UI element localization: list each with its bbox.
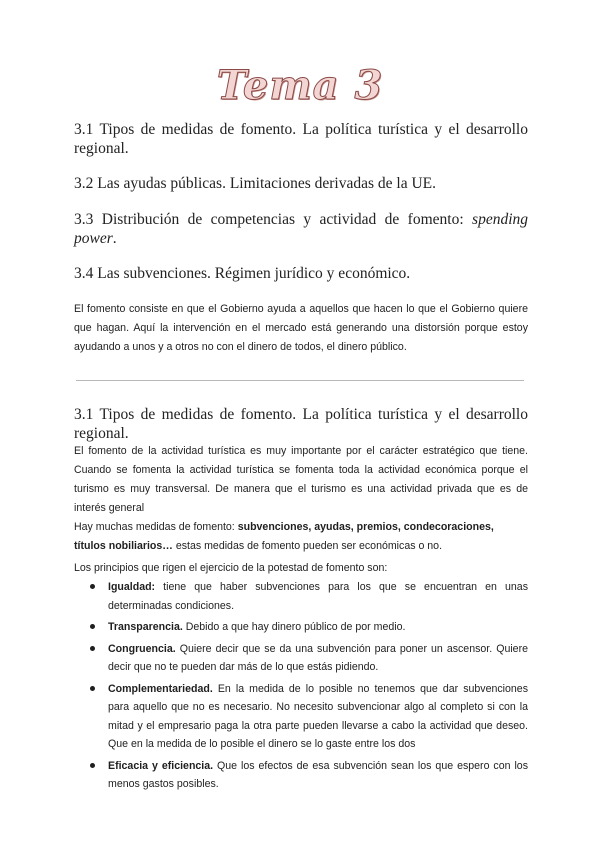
topic-3-1: 3.1 Tipos de medidas de fomento. La política turística y el desarrollo regional. (74, 121, 528, 157)
principle-term: Congruencia. (108, 642, 176, 655)
principle-text: En la medida de lo posible no tenemos que dar subvenciones para aquello que no es necesario. No necesito subvencionar algo al completo si con la mitad y el empresario paga la otra parte pueden llevarse a cabo la actividad que deseo. Que en la medida de lo posible el dinero se lo gaste entre los dos (108, 682, 528, 750)
topic-3-4: 3.4 Las subvenciones. Régimen jurídico y económico. (74, 265, 411, 282)
section-paragraph-1: El fomento de la actividad turística es muy importante por el carácter estratégico que tiene. Cuando se fomenta la actividad turística se fomenta toda la actividad económica porque el turismo es muy transversal. De manera que el turismo es una actividad privada que es de interés general (74, 445, 528, 514)
intro-paragraph: El fomento consiste en que el Gobierno ayuda a aquellos que hacen lo que el Gobierno quiere que hagan. Aquí la intervención en el mercado está generando una distorsión porque estoy ayudando a unos y a otros no con el dinero de todos, el dinero público. (74, 303, 528, 353)
principle-term: Igualdad: (108, 581, 156, 593)
principle-item (74, 618, 528, 637)
bullet-icon (90, 584, 95, 589)
principle-text: Quiere decir que se da una subvención para poner un ascensor. Quiere decir que no te pueden dar más de lo que estás pidiendo. (108, 642, 528, 673)
document-title: Tema 3 (216, 62, 384, 109)
bullet-icon (90, 763, 95, 768)
principles-list (74, 578, 528, 797)
section-divider (76, 380, 524, 381)
principle-text: Que los efectos de esa subvención sean los que espero con los menos gastos posibles. (108, 759, 528, 790)
topic-3-3 (74, 210, 528, 248)
topic-3-2: 3.2 Las ayudas públicas. Limitaciones derivadas de la UE. (74, 175, 436, 192)
section-heading: 3.1 Tipos de medidas de fomento. La política turística y el desarrollo regional. (74, 406, 528, 442)
principles-intro: Los principios que rigen el ejercicio de la potestad de fomento son: (74, 562, 388, 574)
measures-intro: Hay muchas medidas de fomento: (74, 521, 238, 533)
principle-text: tiene que haber subvenciones para los que se encuentran en unas determinadas condiciones. (108, 581, 528, 612)
principle-term: Eficacia y eficiencia. (108, 759, 214, 772)
measures-list: subvenciones, ayudas, premios, condecoraciones, títulos nobiliarios… (74, 521, 494, 552)
measures-suffix: estas medidas de fomento pueden ser económicas o no. (172, 540, 443, 552)
topic-3-3-suffix: . (112, 230, 117, 247)
principle-term: Complementariedad. (108, 682, 213, 695)
topic-3-3-emphasis: spending power (74, 211, 528, 247)
section-paragraph-2 (74, 518, 528, 556)
principle-item (74, 578, 528, 615)
principle-item (74, 640, 528, 677)
principle-text: Debido a que hay dinero público de por medio. (182, 621, 406, 633)
bullet-icon (90, 646, 95, 651)
principle-term: Transparencia. (108, 621, 183, 633)
bullet-icon (90, 686, 95, 691)
topic-3-3-text: 3.3 Distribución de competencias y actividad de fomento: (74, 211, 473, 228)
principle-item (74, 680, 528, 754)
principle-item (74, 757, 528, 794)
bullet-icon (90, 624, 95, 629)
